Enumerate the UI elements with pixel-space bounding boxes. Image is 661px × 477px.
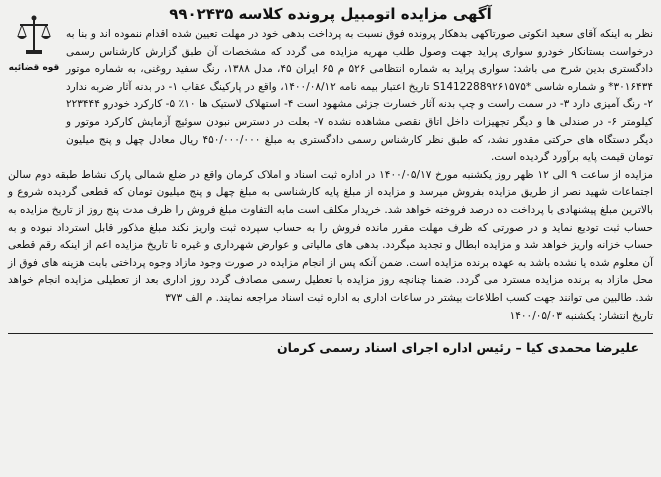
publish-date: تاریخ انتشار: یکشنبه ۱۴۰۰/۰۵/۰۳ — [509, 309, 653, 322]
notice-title: آگهی مزایده اتومبیل پرونده کلاسه ۹۹۰۲۴۳۵ — [169, 5, 492, 23]
emblem-caption: قوه قضائیه — [8, 63, 60, 73]
notice-body — [8, 26, 653, 308]
signature: علیرضا محمدی کیا – رئیس اداره اجرای اسناد رسمی کرمان — [276, 340, 639, 356]
emblem — [8, 14, 60, 84]
judiciary-scales-icon — [14, 14, 54, 58]
notice-paragraph-1: نظر به اینکه آقای سعید انکوتی صورتاکهی بدهکار پرونده فوق نسبت به پرداخت بدهی خود در مهلت تعیین شده اقدام ننموده اند و بنا به درخواست بستانکار خودرو سواری پراید جهت وصول طلب مهریه مزایده می گردد که مشخصات آن طبق گزارش کارشناس رسمی دادگستری بدین شرح می باشد: سواری پراید به شماره انتظامی ۵۲۶ م ۶۵ ایران ۴۵، مدل ۱۳۸۸، رنگ سفید روغنی، به شماره موتور ۳۰۱۶۴۳۴* و شماره شاسی *S1412288۹۲۶۱۵۷۵ تاریخ اعتبار بیمه نامه ۱۴۰۰/۰۸/۱۲، واقع در پارکینگ عقاب ۱- در بدنه آثار ضربه ندارد ۲- رنگ آمیزی دارد ۳- در سمت راست و چپ بدنه آثار خسارت جزئی مشهود است ۴- استهلاک لاستیک ها ۱۰٪ ۵- کارکرد خودرو ۲۲۳۴۴۴ کیلومتر ۶- در صندلی ها و دیگر تجهیزات داخل اتاق نقصی مشاهده نشده ۷- بعلت در دسترس نبودن سوئیچ آزمایش کارکرد موتور و دیگر دستگاه های حرکتی مقدور نشد، که طبق نظر کارشناس رسمی دادگستری به مبلغ ۴۵۰/۰۰۰/۰۰۰ ریال معادل چهل و پنج میلیون تومان قیمت پایه برآورد گردیده است. — [66, 28, 653, 164]
notice-paragraph-2: مزایده از ساعت ۹ الی ۱۲ ظهر روز یکشنبه مورخ ۱۴۰۰/۰۵/۱۷ در اداره ثبت اسناد و املاک کرمان واقع در ضلع شمالی پارک نشاط طبقه دوم سالن اجتماعات شهید نصر از طریق مزایده بفروش میرسد و مزایده از مبلغ پایه کارشناسی به مبلغ چهل و پنج میلیون تومان که قطعی گردیده شروع و بالاترین مبلغ پیشنهادی با پرداخت ده درصد فروخته خواهد شد. خریدار مکلف است مابه التفاوت مبلغ فروش را ظرف مدت پنج روز از تاریخ مزایده به حساب ثبت تودیع نماید و در صورتی که ظرف مهلت مقرر مانده فروش را به حساب سپرده ثبت واریز نکند مبلغ مذکور قابل استرداد نبوده و به حساب خزانه واریز خواهد شد و مزایده ابطال و تجدید میگردد. بدهی های مالیاتی و عوارض شهرداری و غیره تا تاریخ مزایده اعم از اینکه رقم قطعی آن معلوم شده یا نشده باشد به عهده برنده مزایده است. ضمن آنکه پس از انجام مزایده در صورت وجود مازاد وجوه پرداختی بابت هزینه های فوق از محل مازاد به برنده مزایده مسترد می گردد. ضمنا چنانچه روز مزایده با تعطیل رسمی مصادف گردد روز اداری بعد از تعطیلی مزایده انجام خواهد شد. طالبین می توانند جهت کسب اطلاعات بیشتر در ساعات اداری به اداره ثبت اسناد مراجعه نمایند. م الف ۳۷۳ — [8, 168, 653, 304]
divider — [8, 333, 653, 334]
